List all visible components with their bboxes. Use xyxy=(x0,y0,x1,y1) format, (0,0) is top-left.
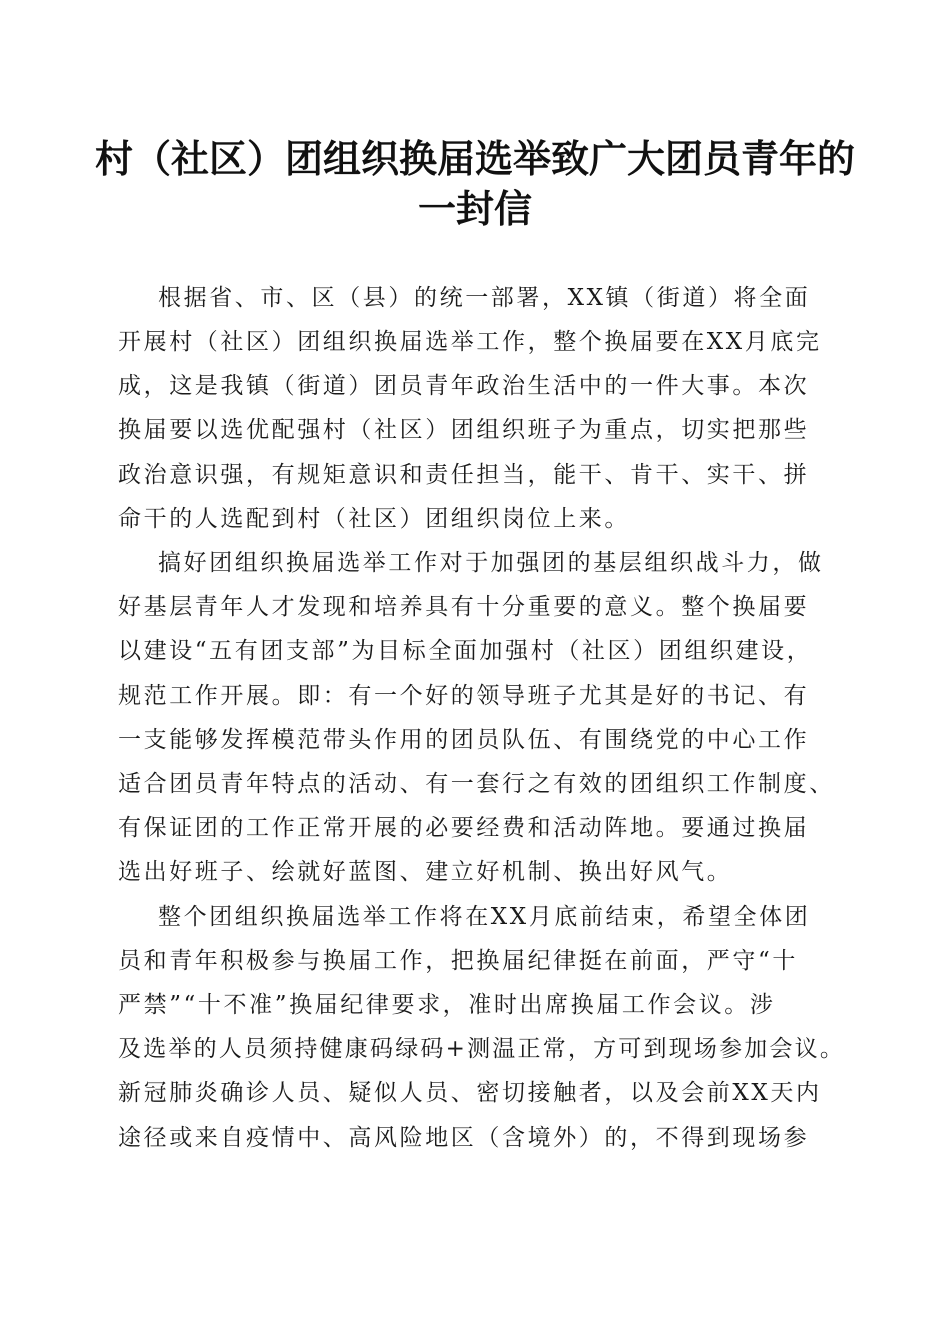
paragraph-3-line-2: 员和青年积极参与换届工作，把换届纪律挺在前面，严守“十 xyxy=(118,948,798,974)
paragraph-2-line-7: 有保证团的工作正常开展的必要经费和活动阵地。要通过换届 xyxy=(118,815,810,841)
paragraph-2-line-5: 一支能够发挥模范带头作用的团员队伍、有围绕党的中心工作 xyxy=(118,727,810,753)
paragraph-2-line-1: 搞好团组织换届选举工作对于加强团的基层组织战斗力，做 xyxy=(158,550,824,576)
document-title-line-2: 一封信 xyxy=(417,187,532,231)
paragraph-3-line-5: 新冠肺炎确诊人员、疑似人员、密切接触者，以及会前XX天内 xyxy=(118,1080,822,1106)
paragraph-1-line-3: 成，这是我镇（街道）团员青年政治生活中的一件大事。本次 xyxy=(118,373,810,399)
paragraph-2-line-8: 选出好班子、绘就好蓝图、建立好机制、换出好风气。 xyxy=(118,859,733,885)
paragraph-3-line-4: 及选举的人员须持健康码绿码+测温正常，方可到现场参加会议。 xyxy=(118,1036,846,1062)
paragraph-3-line-1: 整个团组织换届选举工作将在XX月底前结束，希望全体团 xyxy=(158,904,811,930)
paragraph-1-line-1: 根据省、市、区（县）的统一部署，XX镇（街道）将全面 xyxy=(158,285,811,311)
document-title-line-1: 村（社区）团组织换届选举致广大团员青年的 xyxy=(94,137,855,181)
paragraph-1-line-5: 政治意识强，有规矩意识和责任担当，能干、肯干、实干、拼 xyxy=(118,462,810,488)
paragraph-1-line-6: 命干的人选配到村（社区）团组织岗位上来。 xyxy=(118,506,630,532)
paragraph-3-line-6: 途径或来自疫情中、高风险地区（含境外）的，不得到现场参 xyxy=(118,1125,810,1151)
paragraph-2-line-4: 规范工作开展。即：有一个好的领导班子尤其是好的书记、有 xyxy=(118,683,810,709)
paragraph-2-line-3: 以建设“五有团支部”为目标全面加强村（社区）团组织建设， xyxy=(118,638,813,664)
paragraph-2-line-2: 好基层青年人才发现和培养具有十分重要的意义。整个换届要 xyxy=(118,594,810,620)
paragraph-3-line-3: 严禁”“十不准”换届纪律要求，准时出席换届工作会议。涉 xyxy=(118,992,776,1018)
paragraph-2-line-6: 适合团员青年特点的活动、有一套行之有效的团组织工作制度、 xyxy=(118,771,835,797)
paragraph-1-line-4: 换届要以选优配强村（社区）团组织班子为重点，切实把那些 xyxy=(118,417,810,443)
paragraph-1-line-2: 开展村（社区）团组织换届选举工作，整个换届要在XX月底完 xyxy=(118,329,822,355)
